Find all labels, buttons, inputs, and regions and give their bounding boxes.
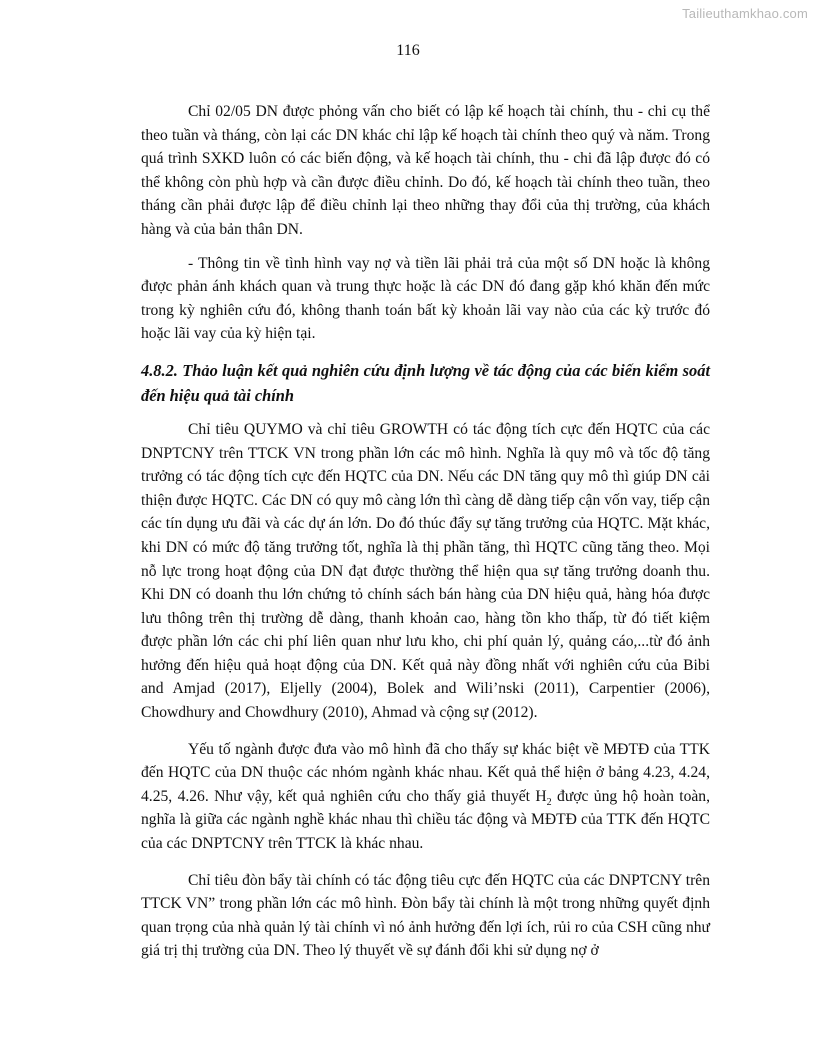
paragraph-industry-text-a: Yếu tố ngành được đưa vào mô hình đã cho thấy sự khác biệt về MĐTĐ của TTK đến HQTC của DN thuộc các nhóm ngành khác nhau. Kết quả thể hiện ở bảng 4.23, 4.24, 4.25, 4.26. Như vậy, kết quả nghiên cứu cho thấy giả thuyết H — [141, 740, 710, 805]
paragraph-industry-text-b: được ủng hộ hoàn toàn, nghĩa là giữa các ngành nghề khác nhau thì chiều tác động và MĐTĐ của TTK đến HQTC của các DNPTCNY trên TTCK là khác nhau. — [141, 787, 710, 853]
paragraph-financial-planning: Chỉ 02/05 DN được phỏng vấn cho biết có lập kế hoạch tài chính, thu - chi cụ thể theo tuần và tháng, còn lại các DN khác chỉ lập kế hoạch tài chính theo quý và năm. Trong quá trình SXKD luôn có các biến động, và kế hoạch tài chính, thu - chi đã lập được đó có thể không còn phù hợp và cần được điều chỉnh. Do đó, kế hoạch tài chính theo tuần, theo tháng cần phải được lập để điều chỉnh lại theo những thay đổi của thị trường, của khách hàng và của bản thân DN. — [141, 103, 710, 238]
paragraph-industry-factor — [141, 738, 710, 856]
page-number: 116 — [396, 42, 420, 59]
page-body — [141, 100, 710, 963]
paragraph-financial-leverage: Chỉ tiêu đòn bẩy tài chính có tác động tiêu cực đến HQTC của các DNPTCNY trên TTCK VN” trong phần lớn các mô hình. Đòn bẩy tài chính là một trong những quyết định quan trọng của nhà quản lý tài chính vì nó ảnh hưởng đến lợi ích, rủi ro của CSH cũng như giá trị thị trường của DN. Theo lý thuyết về sự đánh đổi khi sử dụng nợ ở — [141, 871, 710, 960]
paragraph-size-growth: Chỉ tiêu QUYMO và chỉ tiêu GROWTH có tác động tích cực đến HQTC của các DNPTCNY trên TTCK VN trong phần lớn các mô hình. Nghĩa là quy mô và tốc độ tăng trưởng có tác động tích cực đến HQTC của DN. Nếu các DN tăng quy mô thì giúp DN cải thiện được HQTC. Các DN có quy mô càng lớn thì càng dễ dàng tiếp cận vốn vay, tiếp cận các tín dụng ưu đãi và các dự án lớn. Do đó thúc đẩy sự tăng trưởng của HQTC. Mặt khác, khi DN có mức độ tăng trưởng tốt, nghĩa là thị phần tăng, thì HQTC cũng tăng theo. Mọi nỗ lực trong hoạt động của DN đạt được thường thể hiện qua sự tăng trưởng doanh thu. Khi DN có doanh thu lớn chứng tỏ chính sách bán hàng của DN hiệu quả, hàng hóa được lưu thông trên thị trường dễ dàng, thanh khoản cao, hàng tồn kho thấp, từ đó tiết kiệm được phần lớn các chi phí liên quan như lưu kho, chi phí quản lý, quảng cáo,...từ đó ảnh hưởng đến hiệu quả hoạt động của DN. Kết quả này đồng nhất với nghiên cứu của Bibi and Amjad (2017), Eljelly (2004), Bolek and Wili’nski (2011), Carpentier (2006), Chowdhury and Chowdhury (2010), Ahmad và cộng sự (2012). — [141, 420, 710, 722]
hypothesis-subscript: 2 — [546, 796, 552, 808]
paragraph-debt-information: - Thông tin về tình hình vay nợ và tiền lãi phải trả của một số DN hoặc là không được phản ánh khách quan và trung thực hoặc là các DN đó đang gặp khó khăn đến mức trong kỳ nghiên cứu đó, không thanh toán bất kỳ khoản lãi vay nào của các kỳ trước đó hoặc lãi vay của kỳ hiện tại. — [141, 254, 710, 343]
watermark: Tailieuthamkhao.com — [682, 6, 808, 21]
section-heading: 4.8.2. Thảo luận kết quả nghiên cứu định lượng về tác động của các biến kiểm soát đến hiệu quả tài chính — [141, 360, 710, 405]
